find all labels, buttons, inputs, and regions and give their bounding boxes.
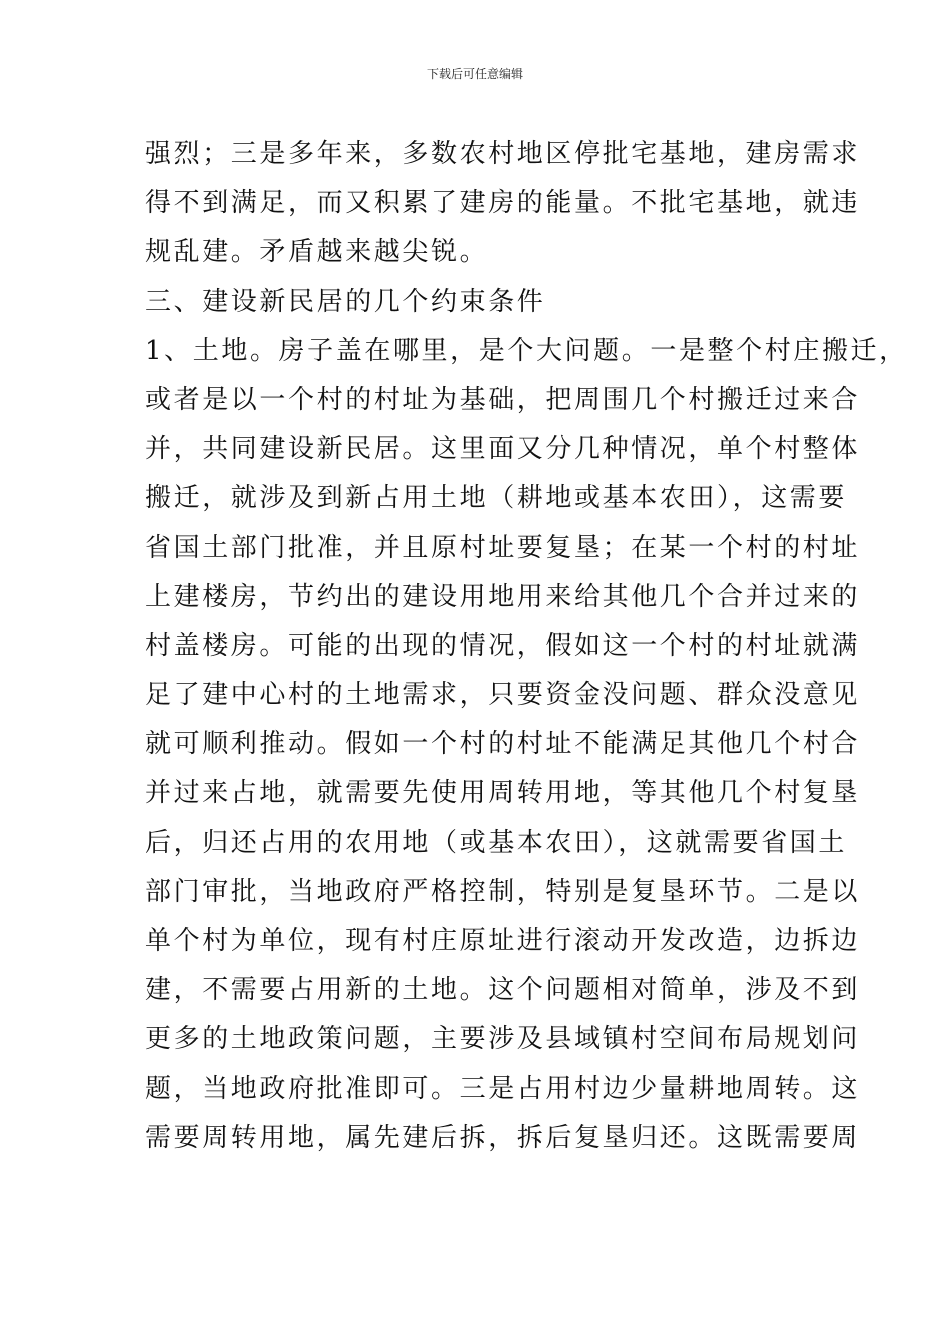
page-header-note: 下载后可任意编辑 <box>426 67 523 81</box>
text-line: 足了建中心村的土地需求，只要资金没问题、群众没意见 <box>145 680 861 711</box>
text-line: 村盖楼房。可能的出现的情况，假如这一个村的村址就满 <box>145 630 861 661</box>
text-line: 后，归还占用的农用地（或基本农田），这就需要省国土 <box>145 827 848 858</box>
document-body <box>145 130 908 1163</box>
text-line: 得不到满足，而又积累了建房的能量。不批宅基地，就违 <box>145 188 861 219</box>
text-line: 更多的土地政策问题，主要涉及县域镇村空间布局规划问 <box>145 1024 861 1055</box>
text-line: 并过来占地，就需要先使用周转用地，等其他几个村复垦 <box>145 778 861 809</box>
text-line: 单个村为单位，现有村庄原址进行滚动开发改造，边拆边 <box>145 926 861 956</box>
text-line: 省国土部门批准，并且原村址要复垦；在某一个村的村址 <box>145 532 861 563</box>
text-line: 强烈；三是多年来，多数农村地区停批宅基地，建房需求 <box>145 139 861 169</box>
text-line: 1、土地。房子盖在哪里，是个大问题。一是整个村庄搬迁， <box>145 335 908 366</box>
text-line: 建，不需要占用新的土地。这个问题相对简单，涉及不到 <box>145 975 861 1006</box>
text-line: 规乱建。矛盾越来越尖锐。 <box>145 237 489 268</box>
text-line: 搬迁，就涉及到新占用土地（耕地或基本农田），这需要 <box>145 483 848 514</box>
text-line: 部门审批，当地政府严格控制，特别是复垦环节。二是以 <box>145 876 861 907</box>
text-line: 上建楼房，节约出的建设用地用来给其他几个合并过来的 <box>145 581 861 612</box>
section-heading: 三、建设新民居的几个约束条件 <box>145 286 546 317</box>
text-line: 题，当地政府批准即可。三是占用村边少量耕地周转。这 <box>145 1073 861 1104</box>
text-line: 或者是以一个村的村址为基础，把周围几个村搬迁过来合 <box>145 384 861 415</box>
text-line: 需要周转用地，属先建后拆，拆后复垦归还。这既需要周 <box>145 1122 861 1153</box>
text-line: 就可顺利推动。假如一个村的村址不能满足其他几个村合 <box>145 729 861 760</box>
text-line: 并，共同建设新民居。这里面又分几种情况，单个村整体 <box>145 434 861 465</box>
